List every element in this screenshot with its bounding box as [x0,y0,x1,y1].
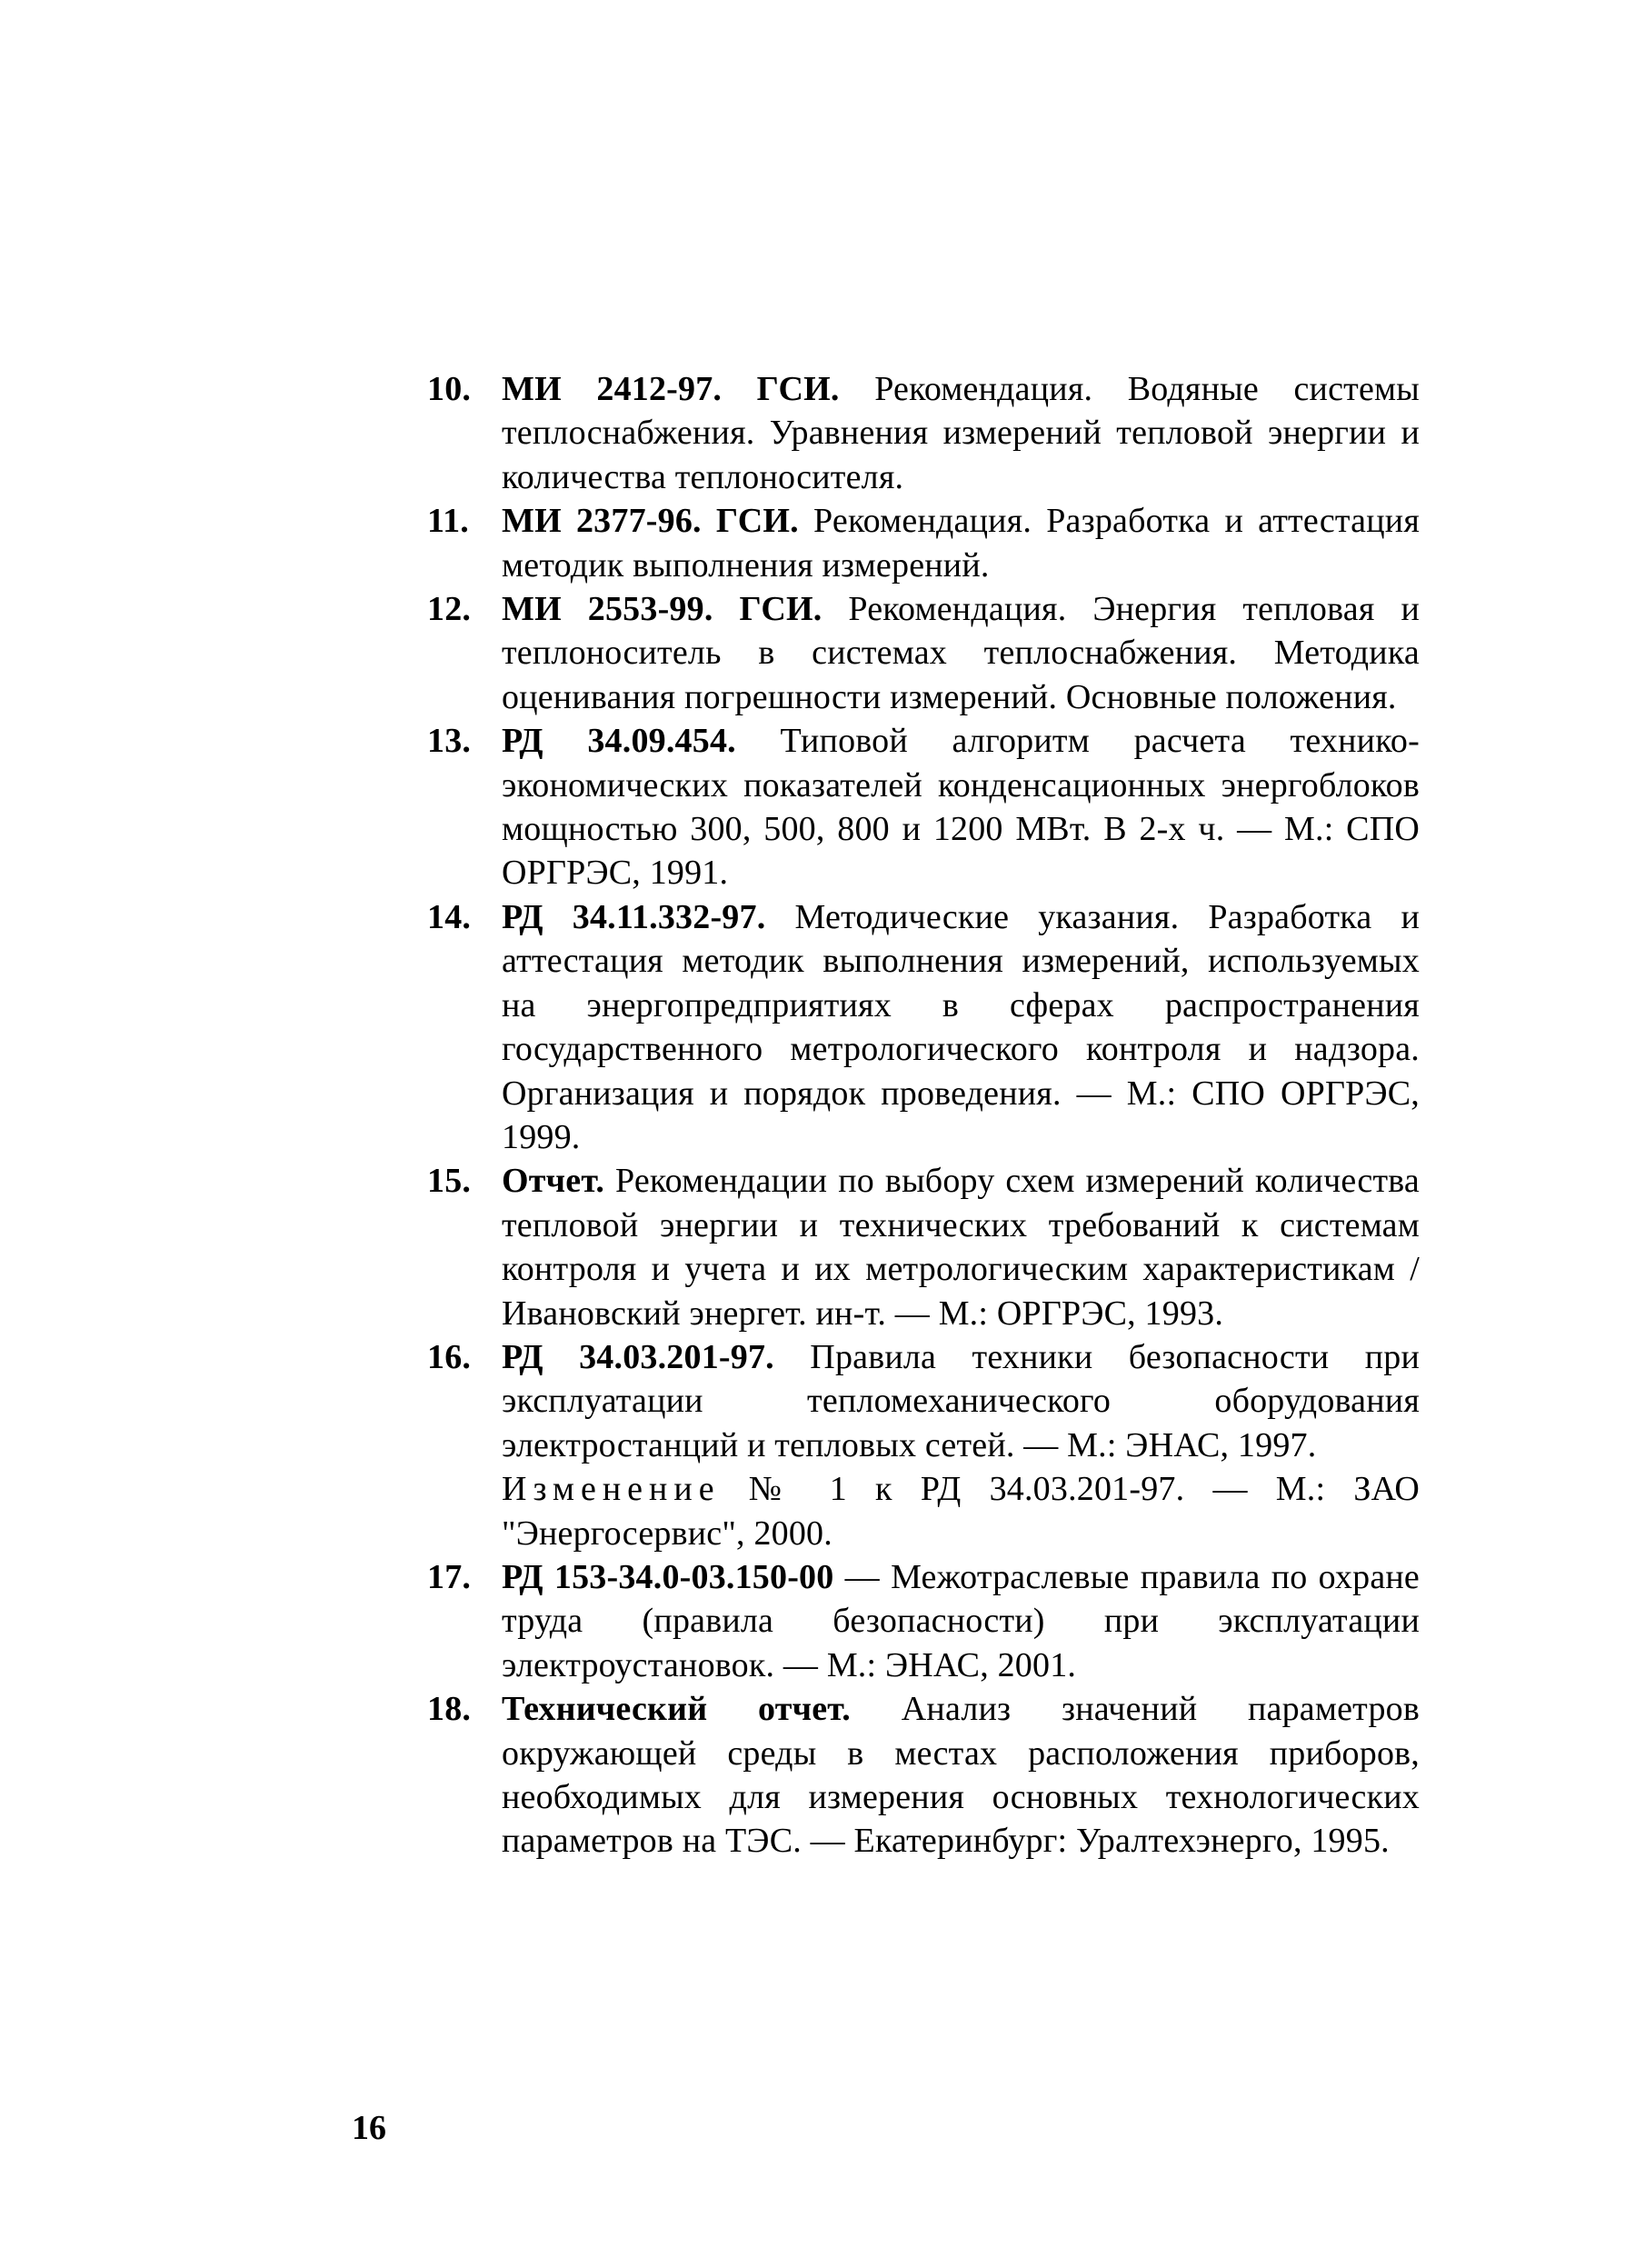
reference-text: Правила техники безопасности при эксплуатации тепломеханического оборудования электростанций и тепловых сетей. — М.: ЭНАС, 1997. [502,1337,1420,1464]
reference-text: Методические указания. Разработка и аттестация методик выполнения измерений, используемых на энергопредприятиях в сферах распространения государственного метрологического контроля и надзора. Организация и порядок проведения. — М.: СПО ОРГРЭС, 1999. [502,897,1420,1156]
reference-code: РД 153-34.0-03.150-00 [502,1557,834,1596]
reference-number: 13. [427,722,472,761]
reference-text: Анализ значений параметров окружающей среды в местах расположения приборов, необходимых для измерения основных технологических параметров на ТЭС. — Екатеринбург: Уралтехэнерго, 1995. [502,1690,1420,1861]
reference-number: 10. [427,370,472,408]
reference-number: 15. [427,1162,472,1201]
reference-amendment [502,1467,1420,1555]
reference-item-11 [427,499,1420,587]
reference-code: МИ 2377-96. ГСИ. [502,502,799,541]
reference-item-15 [427,1159,1420,1335]
amendment-word: Изменение [502,1470,721,1509]
reference-code: Отчет. [502,1162,605,1201]
reference-text: Рекомендация. Энергия тепловая и теплоноситель в системах теплоснабжения. Методика оценивания погрешности измерений. Основные положения. [502,590,1420,716]
page-number: 16 [352,2109,386,2147]
reference-item-12 [427,587,1420,719]
reference-text: — Межотраслевые правила по охране труда (правила безопасности) при эксплуатации электроустановок. — М.: ЭНАС, 2001. [502,1557,1420,1684]
reference-item-17 [427,1555,1420,1687]
reference-code: РД 34.09.454. [502,722,736,761]
reference-number: 11. [427,502,470,541]
reference-code: МИ 2412-97. ГСИ. [502,370,840,408]
reference-text: Рекомендации по выбору схем измерений количества тепловой энергии и технических требований к системам контроля и учета и их метрологическим характеристикам / Ивановский энергет. ин-т. — М.: ОРГРЭС, 1993. [502,1162,1420,1333]
amendment-text: № 1 к РД 34.03.201-97. — М.: ЗАО "Энергосервис", 2000. [502,1470,1420,1553]
reference-code: РД 34.03.201-97. [502,1337,774,1376]
reference-code: РД 34.11.332-97. [502,897,766,936]
reference-number: 16. [427,1337,472,1376]
reference-code: Технический отчет. [502,1690,852,1729]
reference-number: 18. [427,1690,472,1729]
reference-code: МИ 2553-99. ГСИ. [502,590,822,629]
reference-number: 17. [427,1557,472,1596]
reference-item-16 [427,1335,1420,1555]
reference-item-18 [427,1687,1420,1863]
reference-list [427,367,1420,1863]
reference-item-13 [427,719,1420,895]
reference-text: Рекомендация. Разработка и аттестация методик выполнения измерений. [502,502,1420,584]
reference-number: 12. [427,590,472,629]
reference-item-10 [427,367,1420,499]
reference-number: 14. [427,897,472,936]
reference-item-14 [427,895,1420,1159]
reference-text: Рекомендация. Водяные системы теплоснабжения. Уравнения измерений тепловой энергии и количества теплоносителя. [502,370,1420,496]
reference-text: Типовой алгоритм расчета технико-экономических показателей конденсационных энергоблоков мощностью 300, 500, 800 и 1200 МВт. В 2-х ч. — М.: СПО ОРГРЭС, 1991. [502,722,1420,893]
